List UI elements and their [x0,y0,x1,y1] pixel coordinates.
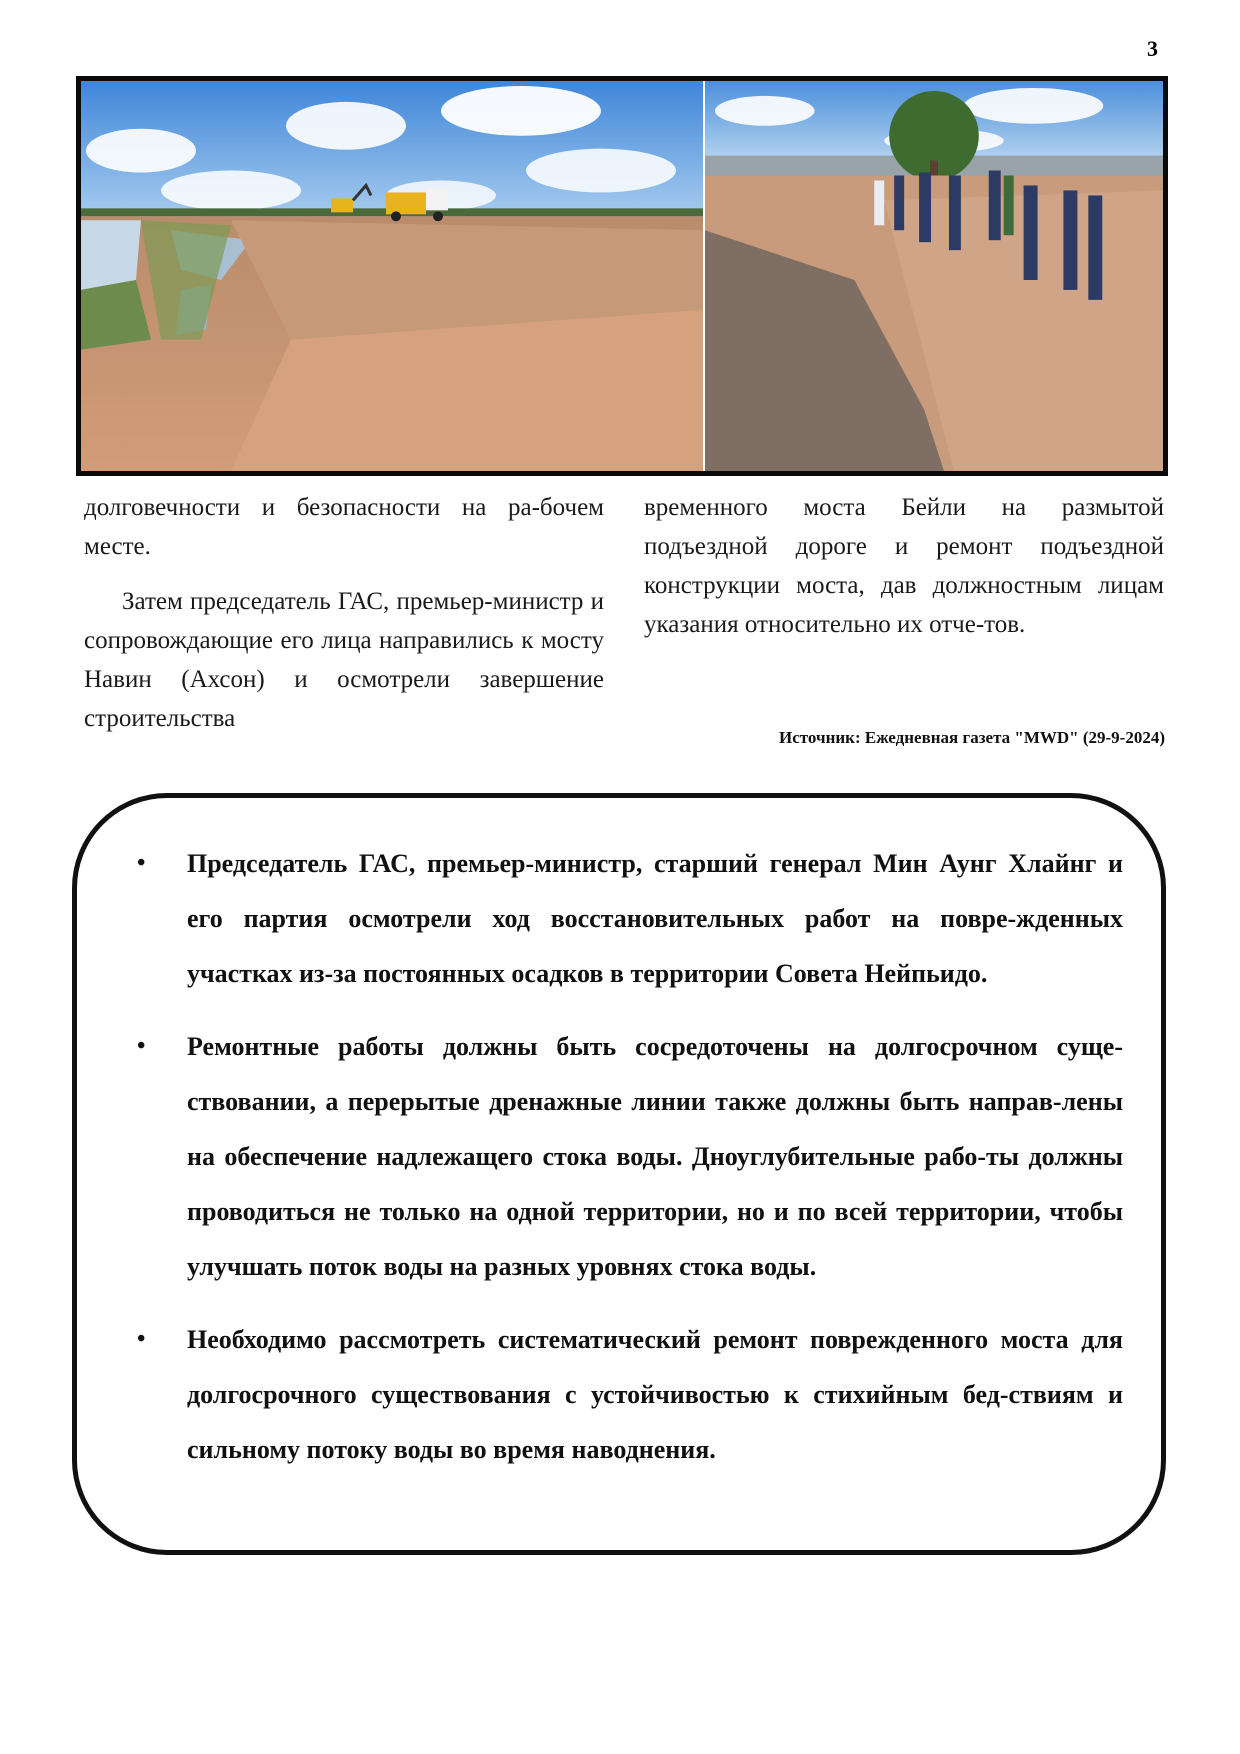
summary-item-text: Председатель ГАС, премьер-министр, старший генерал Мин Аунг Хлайнг и его партия осмотрели ход восстановительных работ на повре-жденных участках из-за постоянных осадков в территории Совета Нейпьидо. [187,849,1123,988]
summary-item [115,1312,1123,1477]
photo-frame [76,76,1168,476]
bullet-icon: • [137,850,146,876]
construction-site-photo [81,81,705,471]
summary-item-text: Ремонтные работы должны быть сосредоточены на долгосрочном суще-ствовании, а перерытые дренажные линии также должны быть направ-лены на обеспечение надлежащего стока воды. Дноуглубительные рабо-ты должны проводиться не только на одной территории, но и по всей территории, чтобы улучшать поток воды на разных уровнях стока воды. [187,1032,1123,1281]
article-paragraph: долговечности и безопасности на ра-бочем месте. [84,494,604,560]
summary-box [72,793,1166,1555]
construction-site-illustration [81,81,703,471]
bullet-icon: • [137,1326,146,1352]
summary-list [115,836,1123,1495]
summary-item [115,836,1123,1001]
page-number: 3 [1147,36,1158,61]
bullet-icon: • [137,1033,146,1059]
inspection-group-photo [705,81,1163,471]
article-left-column [84,488,604,754]
inspection-group-illustration [705,81,1163,471]
summary-item [115,1019,1123,1294]
source-citation: Источник: Ежедневная газета "MWD" (29-9-2024) [779,728,1165,747]
article-paragraph: временного моста Бейли на размытой подъездной дороге и ремонт подъездной конструкции моста, дав должностным лицам указания относительно их отче-тов. [644,494,1164,638]
summary-item-text: Необходимо рассмотреть систематический ремонт поврежденного моста для долгосрочного существования с устойчивостью к стихийным бед-ствиям и сильному потоку воды во время наводнения. [187,1325,1123,1464]
article-paragraph: Затем председатель ГАС, премьер-министр и сопровождающие его лица направились к мосту Навин (Ахсон) и осмотрели завершение строительства [84,588,604,732]
article-right-column [644,488,1164,660]
